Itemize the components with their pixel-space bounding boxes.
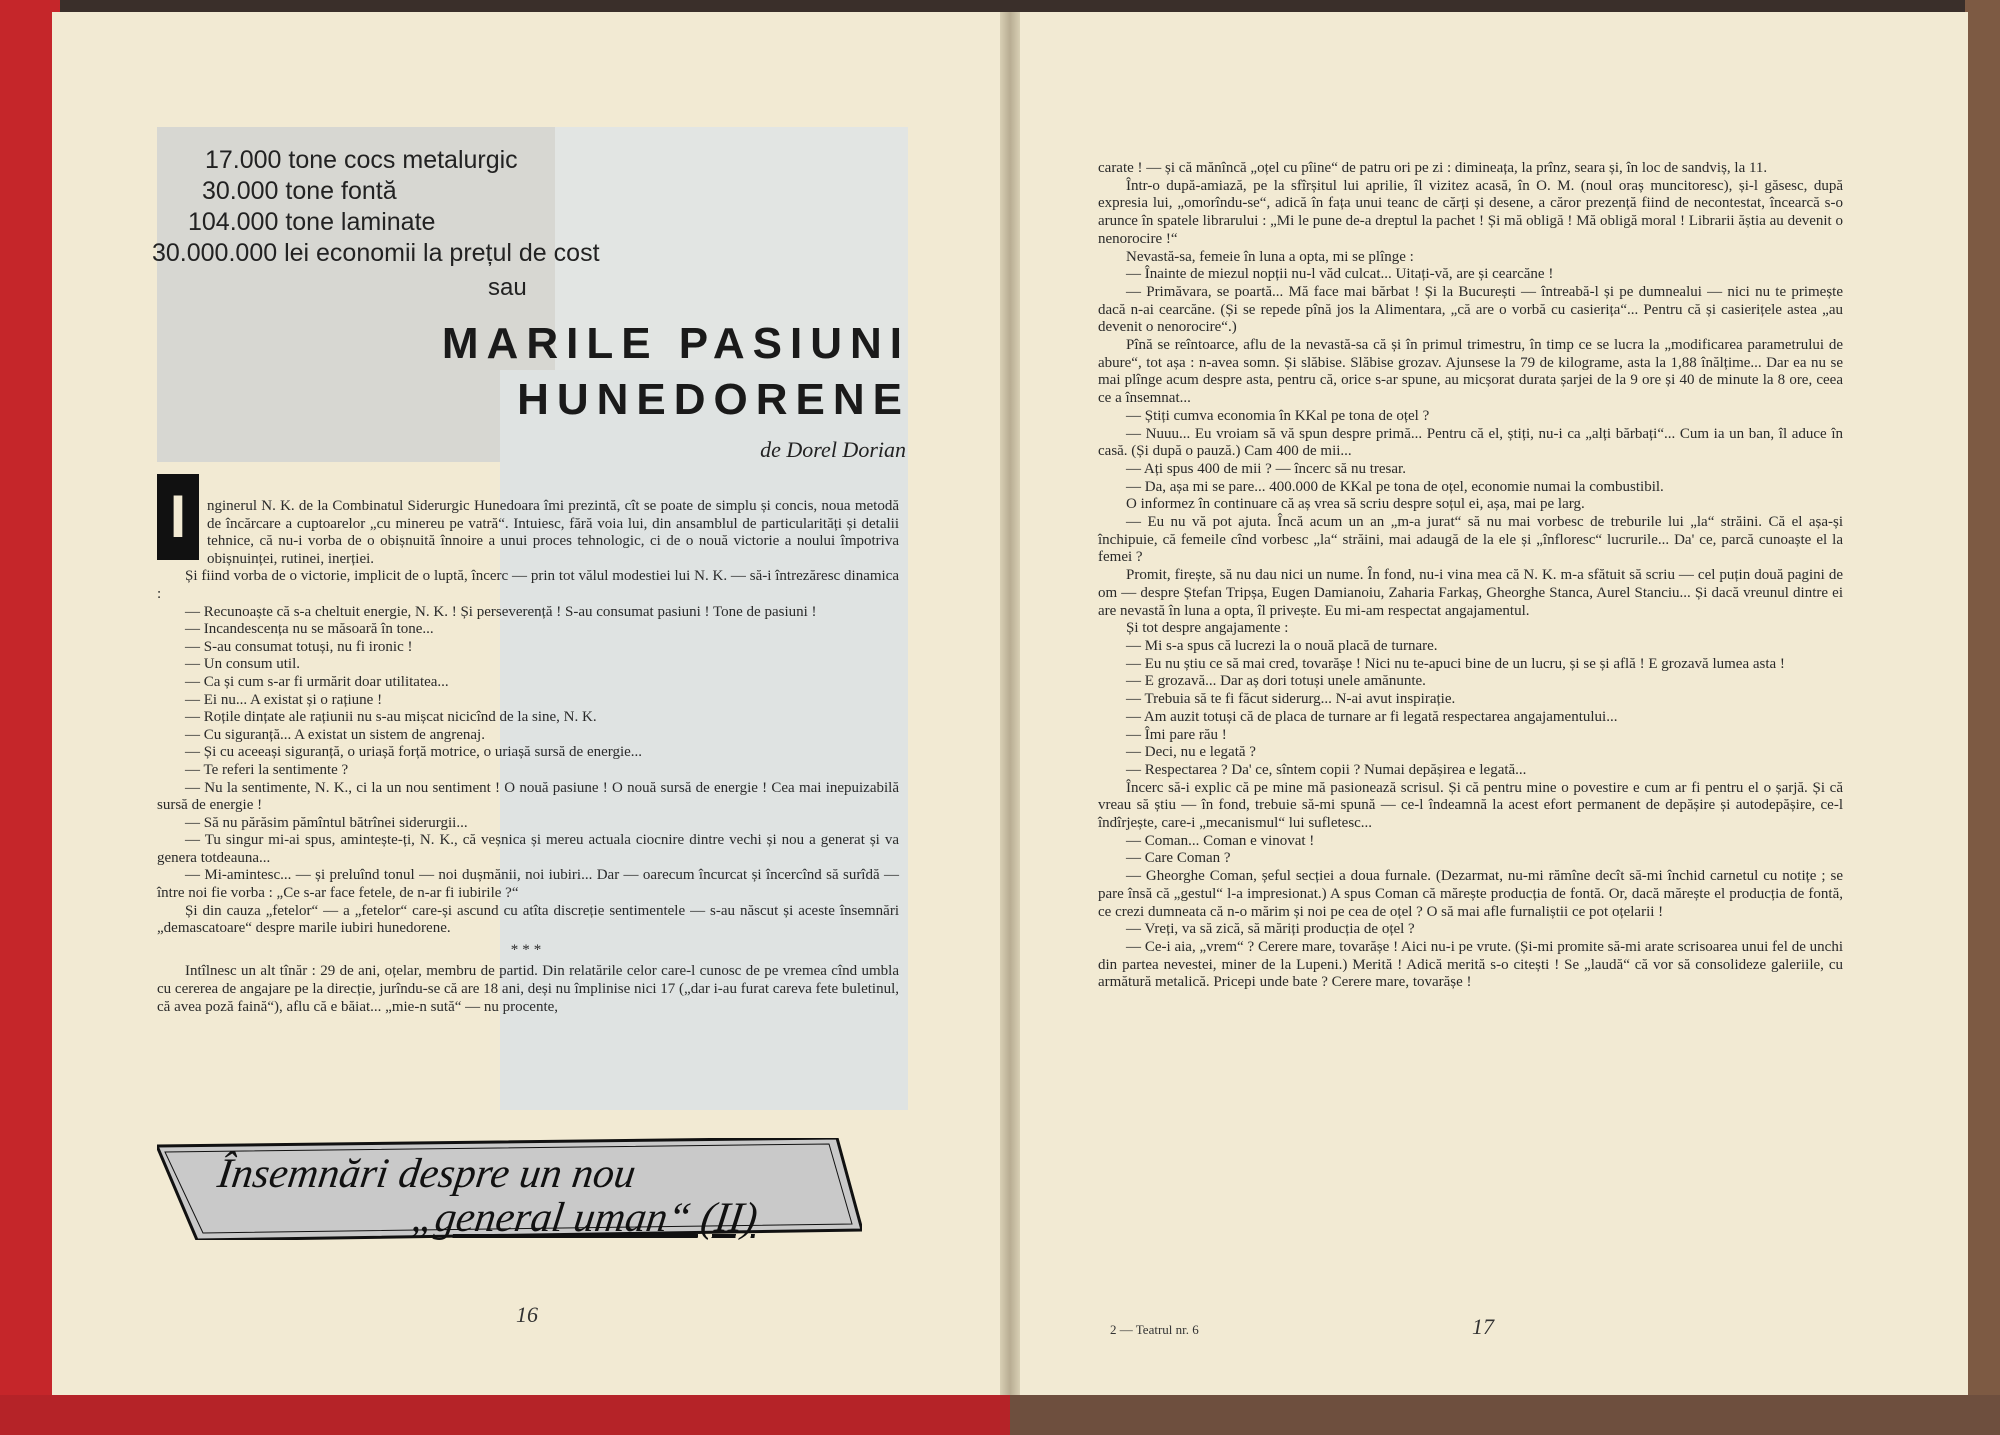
title-line: HUNEDORENE [517, 375, 910, 424]
paragraph: — Nu la sentimente, N. K., ci la un nou sentiment ! O nouă pasiune ! O nouă sursă de energie ! Cea mai inepuizabilă sursă de energie ! [157, 779, 899, 814]
red-cover-bottom [0, 1395, 1020, 1435]
paragraph: — E grozavă... Dar aș dori totuși unele amănunte. [1126, 673, 1426, 690]
page-footer: 2 — Teatrul nr. 6 [1110, 1322, 1199, 1337]
page-number-right: 17 [1472, 1314, 1494, 1339]
book-top-edge [0, 0, 2000, 12]
paragraph: — Care Coman ? [1126, 850, 1231, 867]
paragraph: — Incandescența nu se măsoară în tone... [185, 621, 434, 638]
stat-line: 104.000 tone laminate [188, 208, 436, 236]
paragraph: Și tot despre angajamente : [1126, 620, 1289, 637]
paragraph: — Ați spus 400 de mii ? — încerc să nu tresar. [1126, 460, 1406, 477]
section-separator: *** [510, 941, 546, 958]
paragraph: — Coman... Coman e vinovat ! [1126, 832, 1315, 849]
right-article-body [1098, 160, 1843, 992]
paragraph: — Da, așa mi se pare... 400.000 de KKal pe tona de oțel, economie numai la combustibil. [1126, 478, 1664, 495]
paragraph: — Mi-amintesc... — și preluînd tonul — noi dușmănii, noi iubiri... Dar — oarecum încurcat și încercînd să surîdă — între noi fie vorba : „Ce s-ar face fetele, de n-ar fi iubirile ?“ [157, 867, 899, 902]
stat-line: 30.000 tone fontă [202, 177, 397, 205]
paragraph: — Primăvara, se poartă... Mă face mai bărbat ! Și la București — întreabă-l și pe dumnealui — nici nu te primește dacă n-ai cearcăne. (Și se repede pînă jos la Alimentara, „că are o vorbă cu casierița“... Pentru că și casierițele astea „au devenit o nenorocire“.) [1098, 283, 1843, 336]
conjunction-sau: sau [488, 274, 527, 301]
paragraph: — Cu siguranță... A existat un sistem de angrenaj. [185, 726, 485, 743]
paragraph: — Îmi pare rău ! [1126, 726, 1227, 743]
brown-cover-bottom [1010, 1395, 2000, 1435]
article-title [420, 316, 910, 428]
paragraph: — Am auzit totuși că de placa de turnare ar fi legată respectarea angajamentului... [1126, 708, 1618, 725]
page-number-left: 16 [516, 1302, 538, 1327]
paragraph: — Recunoaște că s-a cheltuit energie, N. K. ! Și perseverență ! S-au consumat pasiuni ! Tone de pasiuni ! [185, 603, 817, 620]
stat-line: 30.000.000 lei economii la prețul de cost [152, 239, 600, 267]
paragraph: — S-au consumat totuși, nu fi ironic ! [185, 638, 413, 655]
paragraph: — Gheorghe Coman, șeful secției a doua furnale. (Dezarmat, nu-mi rămîne decît să-mi închid carnetul cu notițe ; se pare însă că „gestul“ l-a impresionat.) A spus Coman că mărește producția de fontă. Or, dacă mărește el producția de fontă, ce crezi dumneata că n-o mărim și noi pe cea de oțel ? O să mai afle furnaliștii ce pot oțelarii ! [1098, 868, 1843, 920]
drop-cap: I [157, 474, 199, 560]
stat-line: 17.000 tone cocs metalurgic [205, 146, 518, 174]
title-line: MARILE PASIUNI [441, 319, 910, 368]
left-article-body [157, 498, 899, 1016]
banner-line: Însemnări despre un nou [214, 1151, 639, 1197]
paragraph: Intîlnesc un alt tînăr : 29 de ani, oțelar, membru de partid. Din relatările celor care-l cunosc de pe vremea cînd umbla cu cererea de angajare pe la direcție, jurîndu-se că are 18 ani, deși nu împlinise nici 17 („dar i-au furat careva fete buletinul, că avea poză faină“), aflu că e băiat... „mie-n sută“ — nu procente, [157, 963, 899, 1015]
brown-cover-edge [1965, 0, 2000, 1435]
paragraph: Nevastă-sa, femeie în luna a opta, mi se plînge : [1126, 248, 1414, 265]
paragraph: — Mi s-a spus că lucrezi la o nouă placă de turnare. [1126, 637, 1438, 654]
paragraph: Și fiind vorba de o victorie, implicit de o luptă, încerc — prin tot vălul modestiei lui N. K. — să-i întrezăresc dinamica : [157, 568, 899, 602]
paragraph: Și din cauza „fetelor“ — a „fetelor“ care-și ascund cu atîta discreție sentimentele — s-au născut și aceste însemnări „demascatoare“ despre marile iubiri hunedorene. [157, 902, 899, 937]
series-banner-title [209, 1152, 861, 1240]
paragraph: — Eu nu vă pot ajuta. Încă acum un an „m-a jurat“ să nu mai vorbesc de treburile lui „la“ străini. Că el așa-și închipuie, că femeile cînd vorbesc „la“ străini, mai adaugă de la ele și „înfloresc“ lucrurile... Da' ce, parcă cunoaște el la femei ? [1098, 514, 1843, 566]
paragraph: O informez în continuare că aș vrea să scriu despre soțul ei, așa, mai pe larg. [1126, 496, 1585, 513]
paragraph: nginerul N. K. de la Combinatul Siderurgic Hunedoara îmi prezintă, cît se poate de simplu și concis, noua metodă de încărcare a cuptoarelor „cu minereu pe vatră“. Intuiesc, fără voia lui, din ansamblul de particularități și detalii tehnice, că nu-i vorba de o obișnuită înnoire a unui proces tehnologic, ci de o nouă victorie a noului împotriva obișnuinței, rutinei, inerției. [207, 498, 899, 567]
paragraph: — Eu nu știu ce să mai cred, tovarășe ! Nici nu te-apuci bine de un lucru, și se și află ! E grozavă lumea asta ! [1126, 655, 1785, 672]
paragraph: — Ce-i aia, „vrem“ ? Cerere mare, tovarășe ! Aici nu-i pe vrute. (Și-mi promite să-mi arate scrisoarea unui fel de unchi din partea nevestei, miner de la Lupeni.) Merită ! Adică merită s-o citești ! Se „laudă“ că vor să consolideze galeriile, cu armătură metalică. Pricepi unde bate ? Cerere mare, tovarășe ! [1098, 938, 1843, 991]
paragraph: — Roțile dințate ale rațiunii nu s-au mișcat nicicînd de la sine, N. K. [185, 709, 597, 726]
paragraph: — Tu singur mi-ai spus, amintește-ți, N. K., că veșnica și mereu actuala ciocnire dintre vechi și nou a generat și va genera totdeauna... [157, 832, 899, 866]
paragraph: — Deci, nu e legată ? [1126, 744, 1256, 761]
paragraph: Într-o după-amiază, pe la sfîrșitul lui aprilie, îl vizitez acasă, în O. M. (noul oraș muncitoresc), și-l găsesc, după expresia lui, „omorîndu-se“, adică în fața unui teanc de cărți și desene, a căror prezență fiind de necontestat, încearcă s-o arunce în spatele librarului : „Mi le pune de-a dreptul la pachet ! Și mă obligă ! Mă obligă moral ! Librarii ăștia au devenit o nenorocire !“ [1098, 177, 1843, 247]
paragraph: — Trebuia să te fi făcut siderurg... N-ai avut inspirație. [1126, 691, 1456, 708]
article-author: de Dorel Dorian [760, 437, 906, 462]
paragraph: — Te referi la sentimente ? [185, 761, 349, 778]
red-cover-edge [0, 0, 60, 1435]
banner-line: „general uman“ (II) [408, 1195, 761, 1241]
paragraph: — Un consum util. [185, 656, 300, 673]
paragraph: — Știți cumva economia în KKal pe tona de oțel ? [1126, 407, 1430, 424]
paragraph: carate ! — și că mănîncă „oțel cu pîine“ de patru ori pe zi : dimineața, la prînz, seara și, în loc de sandviș, la 11. [1098, 160, 1768, 176]
paragraph: — Ca și cum s-ar fi urmărit doar utilitatea... [185, 673, 449, 690]
production-stats [150, 145, 670, 269]
paragraph: — Vreți, va să zică, să măriți producția de oțel ? [1126, 921, 1415, 938]
paragraph: — Nuuu... Eu vroiam să vă spun despre primă... Pentru că el, știți, nu-i ca „alți bărbați“... Cum ia un ban, îl aduce în casă. (Și după o pauză.) Cam 400 de mii... [1098, 425, 1843, 460]
paragraph: — Să nu părăsim pămîntul bătrînei siderurgii... [185, 814, 468, 831]
book-gutter [1000, 12, 1020, 1395]
paragraph: Promit, firește, să nu dau nici un nume. În fond, nu-i vina mea că N. K. m-a sfătuit să scriu — cel puțin două pagini de om — despre Ștefan Tripșa, Eugen Damianoiu, Zaharia Farkaș, Gheorghe Stanca, Aurel Stanciu... Și dacă vreunul dintre ei are nevastă în luna a opta, îl privește. Eu mi-am respectat angajamentul. [1098, 567, 1843, 619]
paragraph: — Și cu aceeași siguranță, o uriașă forță motrice, o uriașă sursă de energie... [185, 744, 643, 761]
paragraph: Încerc să-i explic că pe mine mă pasionează scrisul. Și că pentru mine o povestire e cum ar fi pentru el o șarjă. Și că vreau să știu — în fond, trebuie să-mi spună — ce-l îndeamnă la acest efort permanent de depășire și autodepășire, ce-l îndîrjește, care-i „mecanismul“ lui sufletesc... [1098, 779, 1843, 832]
paragraph: Pînă se reîntoarce, aflu de la nevastă-sa că și în primul trimestru, în timp ce se lucra la „modificarea parametrului de abure“, tot așa : n-avea somn. Și slăbise. Slăbise grozav. Ajunsese la 79 de kilograme, asta la 1,88 înălțime... Dar ea nu se mai plînge acum despre asta, pentru că, orice s-ar spune, au micșorat durata șarjei de la 9 ore și 40 de minute la 8 ore, ceea ce a însemnat... [1098, 337, 1843, 407]
paragraph: — Ei nu... A existat și o rațiune ! [185, 691, 383, 708]
paragraph: — Respectarea ? Da' ce, sîntem copii ? Numai depășirea e legată... [1126, 761, 1527, 778]
paragraph: — Înainte de miezul nopții nu-l văd culcat... Uitați-vă, are și cearcăne ! [1126, 266, 1554, 283]
